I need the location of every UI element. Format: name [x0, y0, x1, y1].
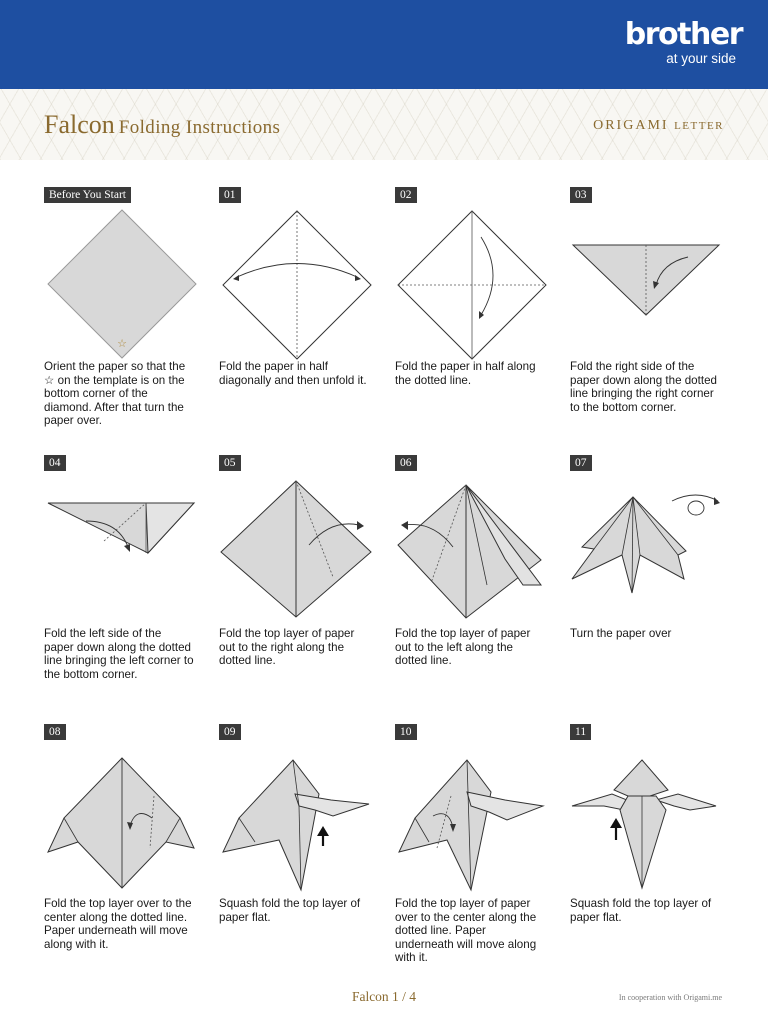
diagram-step-03 — [570, 205, 730, 355]
step-label-05: 05 — [219, 455, 241, 471]
step-text-before: Orient the paper so that the ☆ on the template is on the bottom corner of the diamond. After that turn the paper over. — [44, 360, 186, 427]
diagram-step-11 — [570, 744, 730, 894]
header-bar — [0, 0, 768, 89]
step-text-11: Squash fold the top layer of paper flat. — [570, 897, 712, 924]
step-text-06: Fold the top layer of paper out to the left along the dotted line. — [395, 627, 531, 667]
page-number: Falcon 1 / 4 — [351, 989, 417, 1004]
diagram-step-09 — [219, 744, 379, 894]
diagram-step-08 — [44, 744, 204, 894]
step-label-07: 07 — [570, 455, 592, 471]
page-subtitle — [593, 118, 724, 134]
step-text-03: Fold the right side of the paper down along the dotted line bringing the right corner to the bottom corner. — [570, 360, 717, 414]
diagram-step-06 — [395, 475, 555, 625]
subtitle-main: ORIGAMI — [593, 118, 669, 133]
title-main: Falcon — [44, 110, 115, 139]
step-label-02: 02 — [395, 187, 417, 203]
step-label-before: Before You Start — [44, 187, 131, 203]
brother-logo — [624, 17, 742, 66]
brand-name: brother — [624, 17, 742, 52]
step-label-10: 10 — [395, 724, 417, 740]
diagram-step-10 — [395, 744, 555, 894]
step-label-08: 08 — [44, 724, 66, 740]
step-text-05: Fold the top layer of paper out to the right along the dotted line. — [219, 627, 355, 667]
step-label-06: 06 — [395, 455, 417, 471]
step-label-04: 04 — [44, 455, 66, 471]
cooperation-note: In cooperation with Origami.me — [618, 993, 722, 1002]
step-text-02: Fold the paper in half along the dotted line. — [395, 360, 536, 387]
page-title — [44, 110, 280, 140]
step-text-10: Fold the top layer of paper over to the center along the dotted line. Paper underneath will move along with it. — [395, 897, 537, 964]
step-label-09: 09 — [219, 724, 241, 740]
subtitle-rest: LETTER — [674, 120, 724, 132]
step-label-03: 03 — [570, 187, 592, 203]
step-label-11: 11 — [570, 724, 591, 740]
step-text-07: Turn the paper over — [570, 627, 672, 640]
title-rest: Folding Instructions — [118, 117, 281, 138]
diagram-step-02 — [395, 205, 555, 355]
step-text-08: Fold the top layer over to the center along the dotted line. Paper underneath will move along with it. — [44, 897, 192, 951]
brand-tagline: at your side — [666, 51, 736, 66]
diagram-step-07 — [570, 475, 730, 625]
diagram-step-05 — [219, 475, 379, 625]
diagram-step-01 — [219, 205, 379, 355]
diagram-step-04 — [44, 475, 204, 625]
step-text-04: Fold the left side of the paper down along the dotted line bringing the left corner to the bottom corner. — [44, 627, 194, 681]
diagram-before — [44, 205, 204, 355]
step-label-01: 01 — [219, 187, 241, 203]
svg-text:☆: ☆ — [117, 337, 127, 350]
step-text-01: Fold the paper in half diagonally and then unfold it. — [219, 360, 367, 387]
step-text-09: Squash fold the top layer of paper flat. — [219, 897, 361, 924]
